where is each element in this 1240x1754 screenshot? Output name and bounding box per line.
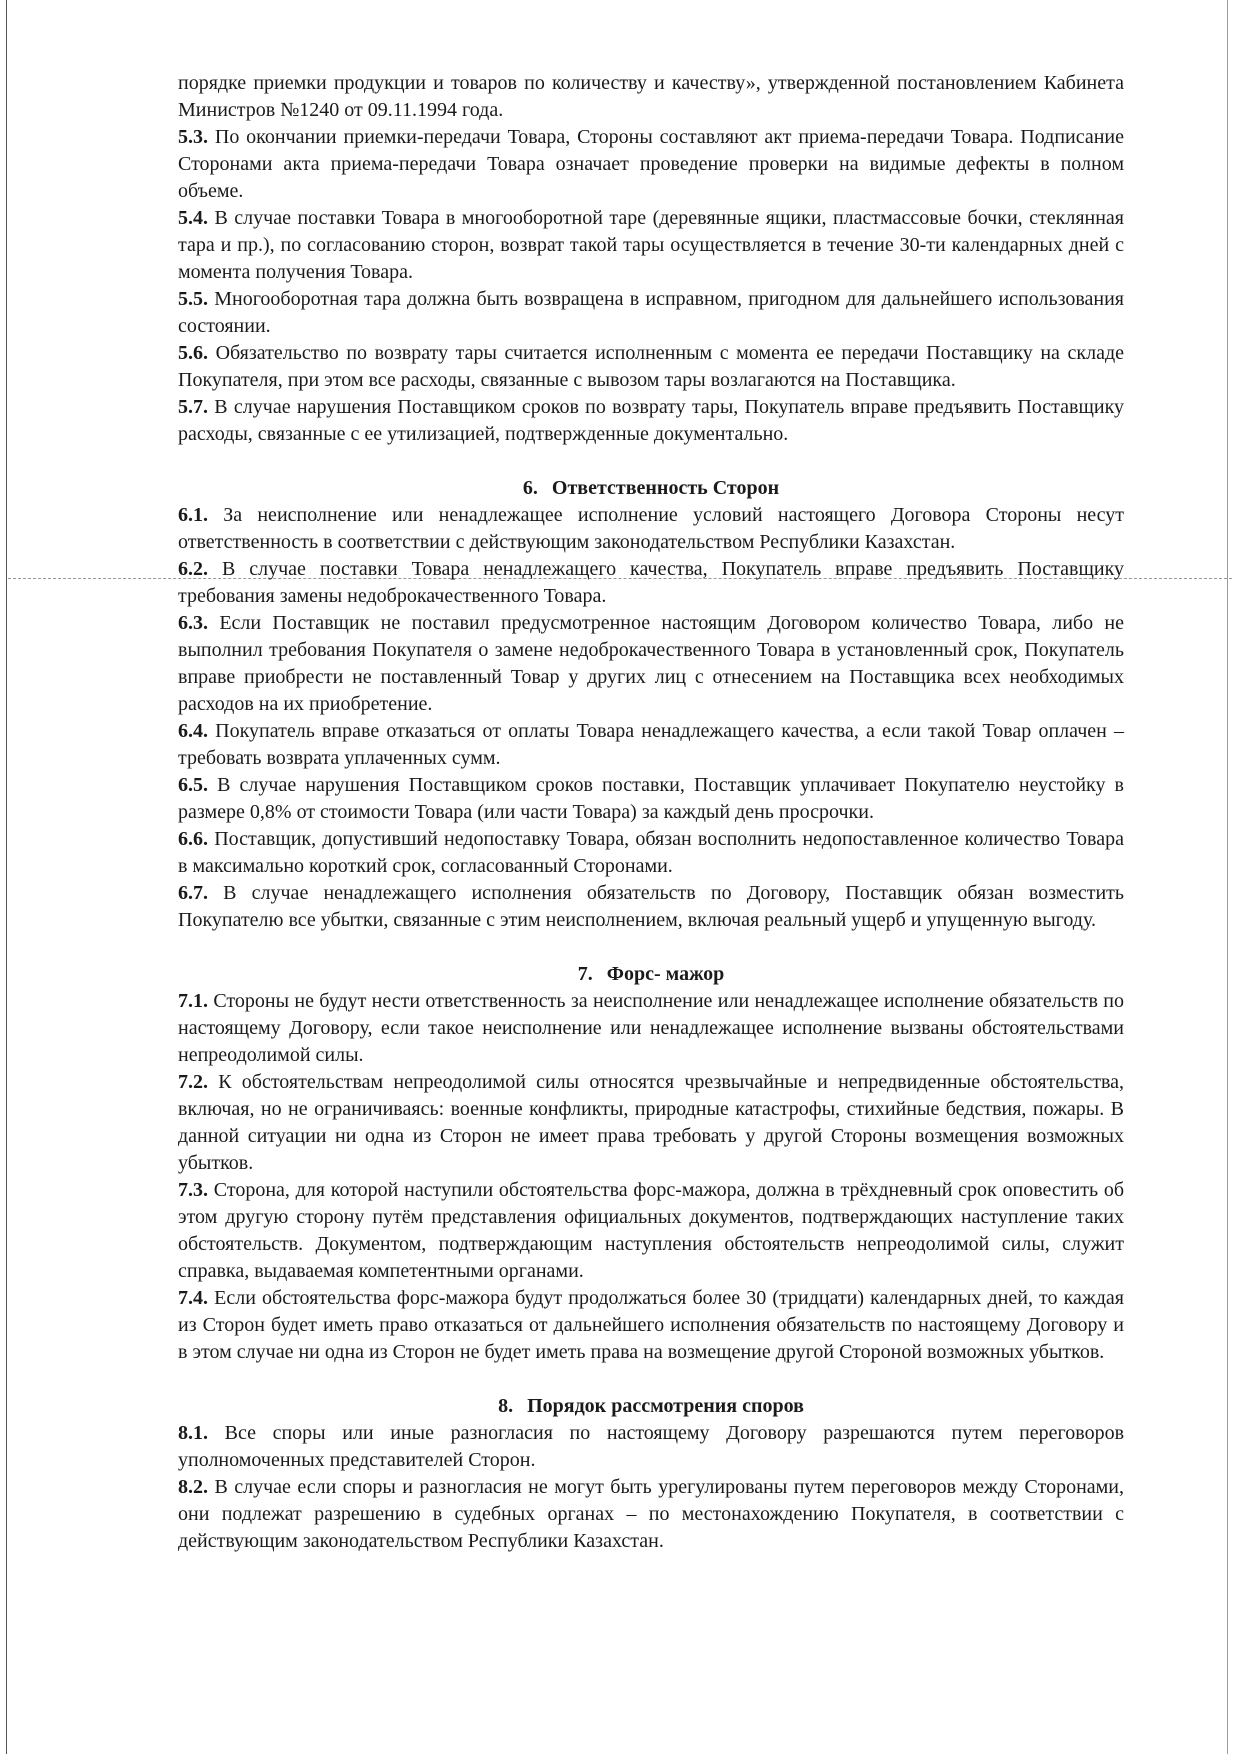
clause-number: 5.5. bbox=[178, 288, 208, 310]
clause-text: В случае нарушения Поставщиком сроков по возврату тары, Покупатель вправе предъявить Поставщику расходы, связанные с ее утилизацией, подтвержденные документально. bbox=[178, 396, 1124, 445]
clause-text: Покупатель вправе отказаться от оплаты Товара ненадлежащего качества, а если такой Товар оплачен – требовать возврата уплаченных сумм. bbox=[178, 720, 1124, 769]
section-5-items bbox=[178, 124, 1124, 448]
clause-number: 5.3. bbox=[178, 126, 208, 148]
clause-text: По окончании приемки-передачи Товара, Стороны составляют акт приема-передачи Товара. Подписание Сторонами акта приема-передачи Товара означает проведение проверки на видимые дефекты в полном объеме. bbox=[178, 126, 1125, 202]
clause-6-1 bbox=[178, 502, 1124, 556]
clause-number: 7.4. bbox=[178, 1287, 208, 1309]
clause-8-1 bbox=[178, 1420, 1124, 1474]
clause-number: 6.3. bbox=[178, 612, 208, 634]
section-title: Ответственность Сторон bbox=[551, 477, 780, 499]
section-title: Форс- мажор bbox=[606, 963, 725, 985]
clause-5-4 bbox=[178, 205, 1124, 286]
clause-number: 7.1. bbox=[178, 990, 208, 1012]
clause-number: 5.7. bbox=[178, 396, 208, 418]
clause-text: К обстоятельствам непреодолимой силы относятся чрезвычайные и непредвиденные обстоятельства, включая, но не ограничиваясь: военные конфликты, природные катастрофы, стихийные бедствия, пожары. В данной ситуации ни одна из Сторон не имеет права требовать у другой Стороны возмещения возможных убытков. bbox=[178, 1071, 1125, 1174]
section-6-heading bbox=[178, 475, 1124, 502]
clause-text: Если обстоятельства форс-мажора будут продолжаться более 30 (тридцати) календарных дней, то каждая из Сторон будет иметь право отказаться от дальнейшего исполнения обязательств по настоящему Договору и в этом случае ни одна из Сторон не будет иметь права на возмещение другой Стороной возможных убытков. bbox=[178, 1287, 1125, 1363]
clause-number: 7.3. bbox=[178, 1179, 208, 1201]
clause-text: В случае ненадлежащего исполнения обязательств по Договору, Поставщик обязан возместить Покупателю все убытки, связанные с этим неисполнением, включая реальный ущерб и упущенную выгоду. bbox=[178, 882, 1125, 931]
clause-text: В случае нарушения Поставщиком сроков поставки, Поставщик уплачивает Покупателю неустойку в размере 0,8% от стоимости Товара (или части Товара) за каждый день просрочки. bbox=[178, 774, 1125, 823]
clause-number: 8.1. bbox=[178, 1422, 208, 1444]
clause-text: За неисполнение или ненадлежащее исполнение условий настоящего Договора Стороны несут ответственность в соответствии с действующим законодательством Республики Казахстан. bbox=[178, 504, 1125, 553]
clause-text: Все споры или иные разногласия по настоящему Договору разрешаются путем переговоров уполномоченных представителей Сторон. bbox=[178, 1422, 1125, 1471]
contract-page bbox=[178, 70, 1124, 1555]
section-7-heading bbox=[178, 961, 1124, 988]
clause-6-5 bbox=[178, 772, 1124, 826]
clause-number: 6.7. bbox=[178, 882, 208, 904]
clause-text: Обязательство по возврату тары считается исполненным с момента ее передачи Поставщику на складе Покупателя, при этом все расходы, связанные с вывозом тары возлагаются на Поставщика. bbox=[178, 342, 1124, 391]
clause-text: В случае поставки Товара ненадлежащего качества, Покупатель вправе предъявить Поставщику требования замены недоброкачественного Товара. bbox=[178, 558, 1125, 607]
clause-7-1 bbox=[178, 988, 1124, 1069]
clause-text: Многооборотная тара должна быть возвращена в исправном, пригодном для дальнейшего использования состоянии. bbox=[178, 288, 1125, 337]
clause-text: В случае поставки Товара в многооборотной таре (деревянные ящики, пластмассовые бочки, стеклянная тара и пр.), по согласованию сторон, возврат такой тары осуществляется в течение 30-ти календарных дней с момента получения Товара. bbox=[178, 207, 1124, 283]
section-number: 7. bbox=[577, 963, 593, 985]
clause-number: 6.6. bbox=[178, 828, 208, 850]
clause-6-4 bbox=[178, 718, 1124, 772]
clause-5-3 bbox=[178, 124, 1124, 205]
clause-number: 6.1. bbox=[178, 504, 208, 526]
section-number: 8. bbox=[498, 1395, 514, 1417]
scan-right-edge bbox=[1227, 0, 1228, 1754]
clause-text: Если Поставщик не поставил предусмотренное настоящим Договором количество Товара, либо не выполнил требования Покупателя о замене недоброкачественного Товара в установленный срок, Покупатель вправе приобрести не поставленный Товар у других лиц с отнесением на Поставщика всех необходимых расходов на их приобретение. bbox=[178, 612, 1125, 715]
clause-number: 7.2. bbox=[178, 1071, 208, 1093]
section-7-items bbox=[178, 988, 1124, 1366]
intro-paragraph: порядке приемки продукции и товаров по количеству и качеству», утвержденной постановлением Кабинета Министров №1240 от 09.11.1994 года. bbox=[178, 72, 1124, 121]
clause-number: 6.5. bbox=[178, 774, 208, 796]
scan-left-edge bbox=[6, 0, 7, 1754]
clause-text: Стороны не будут нести ответственность за неисполнение или ненадлежащее исполнение обязательств по настоящему Договору, если такое неисполнение или ненадлежащее исполнение вызваны обстоятельствами непреодолимой силы. bbox=[178, 990, 1124, 1066]
clause-text: Поставщик, допустивший недопоставку Товара, обязан восполнить недопоставленное количество Товара в максимально короткий срок, согласованный Сторонами. bbox=[178, 828, 1124, 877]
clause-number: 8.2. bbox=[178, 1476, 208, 1498]
clause-text: Сторона, для которой наступили обстоятельства форс-мажора, должна в трёхдневный срок оповестить об этом другую сторону путём представления официальных документов, подтверждающих наступление таких обстоятельств. Документом, подтверждающим наступления обстоятельств непреодолимой силы, служит справка, выдаваемая компетентными органами. bbox=[178, 1179, 1125, 1282]
section-8-items bbox=[178, 1420, 1124, 1555]
clause-6-6 bbox=[178, 826, 1124, 880]
clause-7-4 bbox=[178, 1285, 1124, 1366]
clause-6-2 bbox=[178, 556, 1124, 610]
section-6-items bbox=[178, 502, 1124, 934]
clause-number: 6.2. bbox=[178, 558, 208, 580]
clause-5-5 bbox=[178, 286, 1124, 340]
clause-5-7 bbox=[178, 394, 1124, 448]
section-8-heading bbox=[178, 1393, 1124, 1420]
clause-text: В случае если споры и разногласия не могут быть урегулированы путем переговоров между Сторонами, они подлежат разрешению в судебных органах – по местонахождению Покупателя, в соответствии с действующим законодательством Республики Казахстан. bbox=[178, 1476, 1125, 1552]
clause-6-7 bbox=[178, 880, 1124, 934]
section-number: 6. bbox=[522, 477, 538, 499]
clause-6-3 bbox=[178, 610, 1124, 718]
clause-7-2 bbox=[178, 1069, 1124, 1177]
clause-number: 6.4. bbox=[178, 720, 208, 742]
section-title: Порядок рассмотрения споров bbox=[527, 1395, 804, 1417]
clause-7-3 bbox=[178, 1177, 1124, 1285]
clause-number: 5.4. bbox=[178, 207, 208, 229]
clause-8-2 bbox=[178, 1474, 1124, 1555]
clause-5-6 bbox=[178, 340, 1124, 394]
clause-number: 5.6. bbox=[178, 342, 208, 364]
